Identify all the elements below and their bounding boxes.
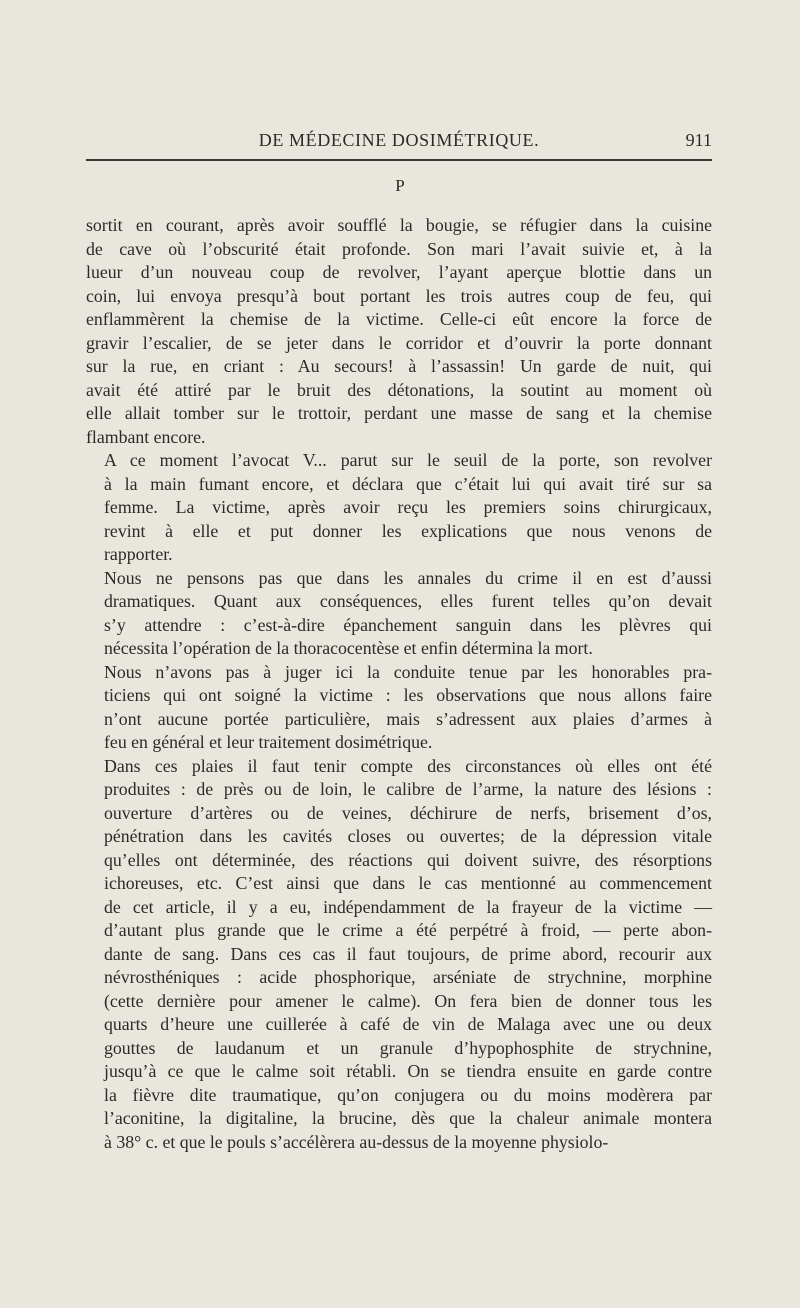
section-letter: P bbox=[395, 176, 405, 195]
text-line: dramatiques. Quant aux conséquences, elles furent telles qu’on devait bbox=[104, 591, 712, 611]
header-rule bbox=[86, 159, 712, 161]
text-line: l’aconitine, la digitaline, la brucine, dès que la chaleur animale montera bbox=[104, 1108, 712, 1128]
text-line: flambant encore. bbox=[86, 426, 206, 447]
text-line: ticiens qui ont soigné la victime : les observations que nous allons faire bbox=[104, 685, 712, 705]
text-line: quarts d’heure une cuillerée à café de vin de Malaga avec une ou deux bbox=[104, 1014, 712, 1034]
text-line: femme. La victime, après avoir reçu les premiers soins chirurgicaux, bbox=[104, 497, 712, 517]
text-line: Dans ces plaies il faut tenir compte des circonstances où elles ont été bbox=[104, 755, 712, 776]
text-line: de cave où l’obscurité était profonde. Son mari l’avait suivie et, à la bbox=[86, 238, 712, 259]
text-line: coin, lui envoya presqu’à bout portant les trois autres coup de feu, qui bbox=[86, 285, 712, 306]
text-line: gravir l’escalier, de se jeter dans le corridor et d’ouvrir la porte donnant bbox=[86, 332, 712, 353]
body-text bbox=[86, 214, 712, 1154]
text-line: Nous n’avons pas à juger ici la conduite tenue par les honorables pra- bbox=[104, 661, 712, 682]
text-line: à 38° c. et que le pouls s’accélèrera au-dessus de la moyenne physiolo- bbox=[104, 1131, 609, 1152]
paragraph bbox=[86, 449, 712, 567]
text-line: sur la rue, en criant : Au secours! à l’assassin! Un garde de nuit, qui bbox=[86, 356, 712, 376]
text-line: ichoreuses, etc. C’est ainsi que dans le cas mentionné au commencement bbox=[104, 873, 712, 893]
text-line: feu en général et leur traitement dosimétrique. bbox=[104, 732, 433, 752]
text-line: ouverture d’artères ou de veines, déchirure de nerfs, brisement d’os, bbox=[104, 802, 712, 823]
text-line: produites : de près ou de loin, le calibre de l’arme, la nature des lésions : bbox=[104, 779, 712, 799]
text-line: la fièvre dite traumatique, qu’on conjugera ou du moins modèrera par bbox=[104, 1084, 712, 1105]
running-title: DE MÉDECINE DOSIMÉTRIQUE. bbox=[258, 130, 540, 150]
text-line: Nous ne pensons pas que dans les annales du crime il en est d’aussi bbox=[104, 567, 712, 588]
page-header bbox=[86, 130, 712, 160]
text-line: sortit en courant, après avoir soufflé la bougie, se réfugier dans la cuisine bbox=[86, 215, 712, 235]
text-line: avait été attiré par le bruit des détonations, la soutint au moment où bbox=[86, 379, 712, 400]
text-line: (cette dernière pour amener le calme). On fera bien de donner tous les bbox=[104, 990, 712, 1011]
text-line: nécessita l’opération de la thoracocentèse et enfin détermina la mort. bbox=[104, 638, 593, 658]
paragraph bbox=[86, 661, 712, 755]
text-line: pénétration dans les cavités closes ou ouvertes; de la dépression vitale bbox=[104, 826, 712, 846]
text-line: rapporter. bbox=[104, 544, 173, 564]
text-line: revint à elle et put donner les explications que nous venons de bbox=[104, 520, 712, 541]
text-line: A ce moment l’avocat V... parut sur le seuil de la porte, son revolver bbox=[104, 450, 712, 470]
text-line: s’y attendre : c’est-à-dire épanchement sanguin dans les plèvres qui bbox=[104, 614, 712, 635]
text-line: à la main fumant encore, et déclara que c’était lui qui avait tiré sur sa bbox=[104, 473, 712, 494]
text-line: d’autant plus grande que le crime a été perpétré à froid, — perte abon- bbox=[104, 920, 712, 940]
paragraph bbox=[86, 214, 712, 449]
text-line: jusqu’à ce que le calme soit rétabli. On se tiendra ensuite en garde contre bbox=[104, 1061, 712, 1081]
text-line: n’ont aucune portée particulière, mais s’adressent aux plaies d’armes à bbox=[104, 708, 712, 729]
text-line: qu’elles ont déterminée, des réactions qui doivent suivre, des résorptions bbox=[104, 849, 712, 870]
text-line: névrosthéniques : acide phosphorique, arséniate de strychnine, morphine bbox=[104, 967, 712, 987]
text-line: gouttes de laudanum et un granule d’hypophosphite de strychnine, bbox=[104, 1037, 712, 1058]
text-line: de cet article, il y a eu, indépendamment de la frayeur de la victime — bbox=[104, 896, 712, 917]
paragraph bbox=[86, 755, 712, 1155]
text-line: dante de sang. Dans ces cas il faut toujours, de prime abord, recourir aux bbox=[104, 943, 712, 964]
paragraph bbox=[86, 567, 712, 661]
text-line: enflammèrent la chemise de la victime. Celle-ci eût encore la force de bbox=[86, 309, 712, 329]
text-line: lueur d’un nouveau coup de revolver, l’ayant aperçue blottie dans un bbox=[86, 262, 712, 282]
text-line: elle allait tomber sur le trottoir, perdant une masse de sang et la chemise bbox=[86, 403, 712, 423]
page-number: 911 bbox=[685, 130, 712, 150]
